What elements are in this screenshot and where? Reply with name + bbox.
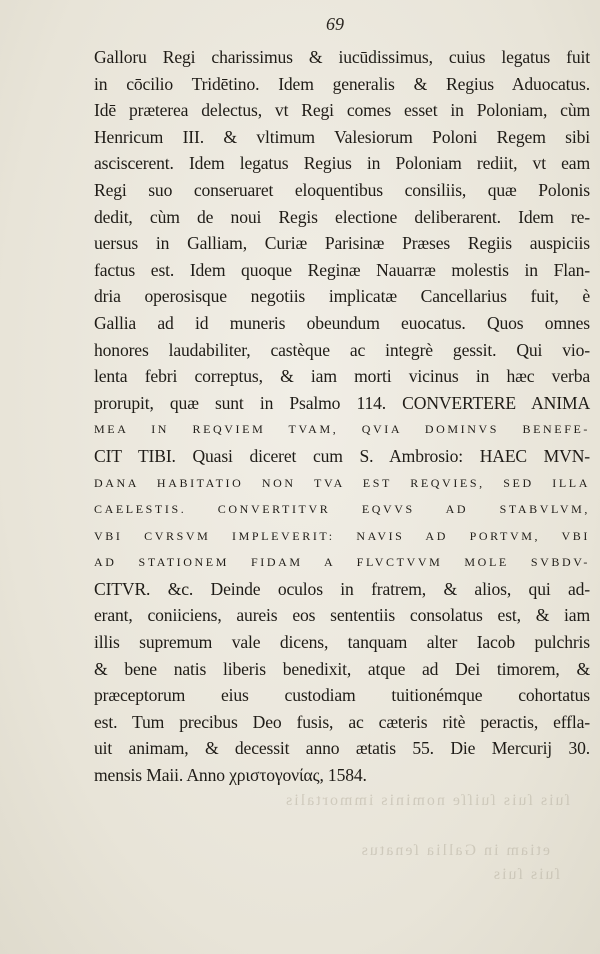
- text-line: dedit, cùm de noui Regis electione deliberarent. Idem re-: [94, 206, 590, 227]
- text-line: honores laudabiliter, castèque ac integrè gessit. Qui vio-: [94, 339, 590, 360]
- body-text: [94, 44, 590, 789]
- text-line: CAELESTIS. CONVERTITVR EQVVS AD STABVLVM,: [94, 502, 590, 517]
- text-line: uersus in Galliam, Curiæ Parisinæ Præses Regiis auspiciis: [94, 233, 590, 254]
- text-line: dria operosisque negotiis implicatæ Cancellarius fuit, è: [94, 286, 590, 307]
- text-line: & bene natis liberis benedixit, atque ad Dei timorem, &: [94, 658, 590, 679]
- text-line: CITVR. &c. Deinde oculos in fratrem, & alios, qui ad-: [94, 578, 590, 599]
- text-line: prorupit, quæ sunt in Psalmo 114. CONVERTERE ANIMA: [94, 392, 590, 413]
- text-line: Galloru Regi charissimus & iucūdissimus, cuius legatus fuit: [94, 47, 590, 67]
- text-line: AD STATIONEM FIDAM A FLVCTVVM MOLE SVBDV-: [94, 555, 590, 570]
- show-through-text: ſuis ſuis ſuiſſe nominis immortalis: [283, 792, 570, 809]
- text-line: MEA IN REQVIEM TVAM, QVIA DOMINVS BENEFE-: [94, 422, 590, 437]
- text-line: asciscerent. Idem legatus Regius in Poloniam rediit, vt eam: [94, 153, 590, 174]
- text-line: Henricum III. & vltimum Valesiorum Poloni Regem sibi: [94, 126, 590, 147]
- text-line: Idē præterea delectus, vt Regi comes esset in Poloniam, cùm: [94, 100, 590, 121]
- text-line: in cōcilio Tridētino. Idem generalis & Regius Aduocatus.: [94, 73, 590, 94]
- text-line: VBI CVRSVM IMPLEVERIT: NAVIS AD PORTVM, VBI: [94, 528, 590, 543]
- page-number: 69: [326, 14, 344, 34]
- text-line: uit animam, & decessit anno ætatis 55. Die Mercurij 30.: [94, 738, 590, 759]
- text-line: DANA HABITATIO NON TVA EST REQVIES, SED ILLA: [94, 475, 590, 490]
- text-line: CIT TIBI. Quasi diceret cum S. Ambrosio: HAEC MVN-: [94, 445, 590, 466]
- text-line: est. Tum precibus Deo fusis, ac cæteris ritè peractis, effla-: [94, 711, 590, 732]
- text-line: lenta febri correptus, & iam morti vicinus in hæc verba: [94, 366, 590, 387]
- show-through-text: ſuis ſuis: [491, 866, 560, 883]
- text-line: Gallia ad id muneris obeundum euocatus. Quos omnes: [94, 312, 590, 333]
- show-through-text: etiam in Gallia ſenatus: [359, 842, 550, 859]
- text-line: præceptorum eius custodiam tuitionémque cohortatus: [94, 685, 590, 706]
- text-line: factus est. Idem quoque Reginæ Nauarræ molestis in Flan-: [94, 259, 590, 280]
- text-line: Regi suo conseruaret eloquentibus consiliis, quæ Polonis: [94, 179, 590, 200]
- text-line: mensis Maii. Anno χριστογονίας, 1584.: [94, 765, 367, 786]
- text-line: erant, coniiciens, aureis eos sententiis consolatus est, & iam: [94, 605, 590, 626]
- text-line: illis supremum vale dicens, tanquam alter Iacob pulchris: [94, 632, 590, 653]
